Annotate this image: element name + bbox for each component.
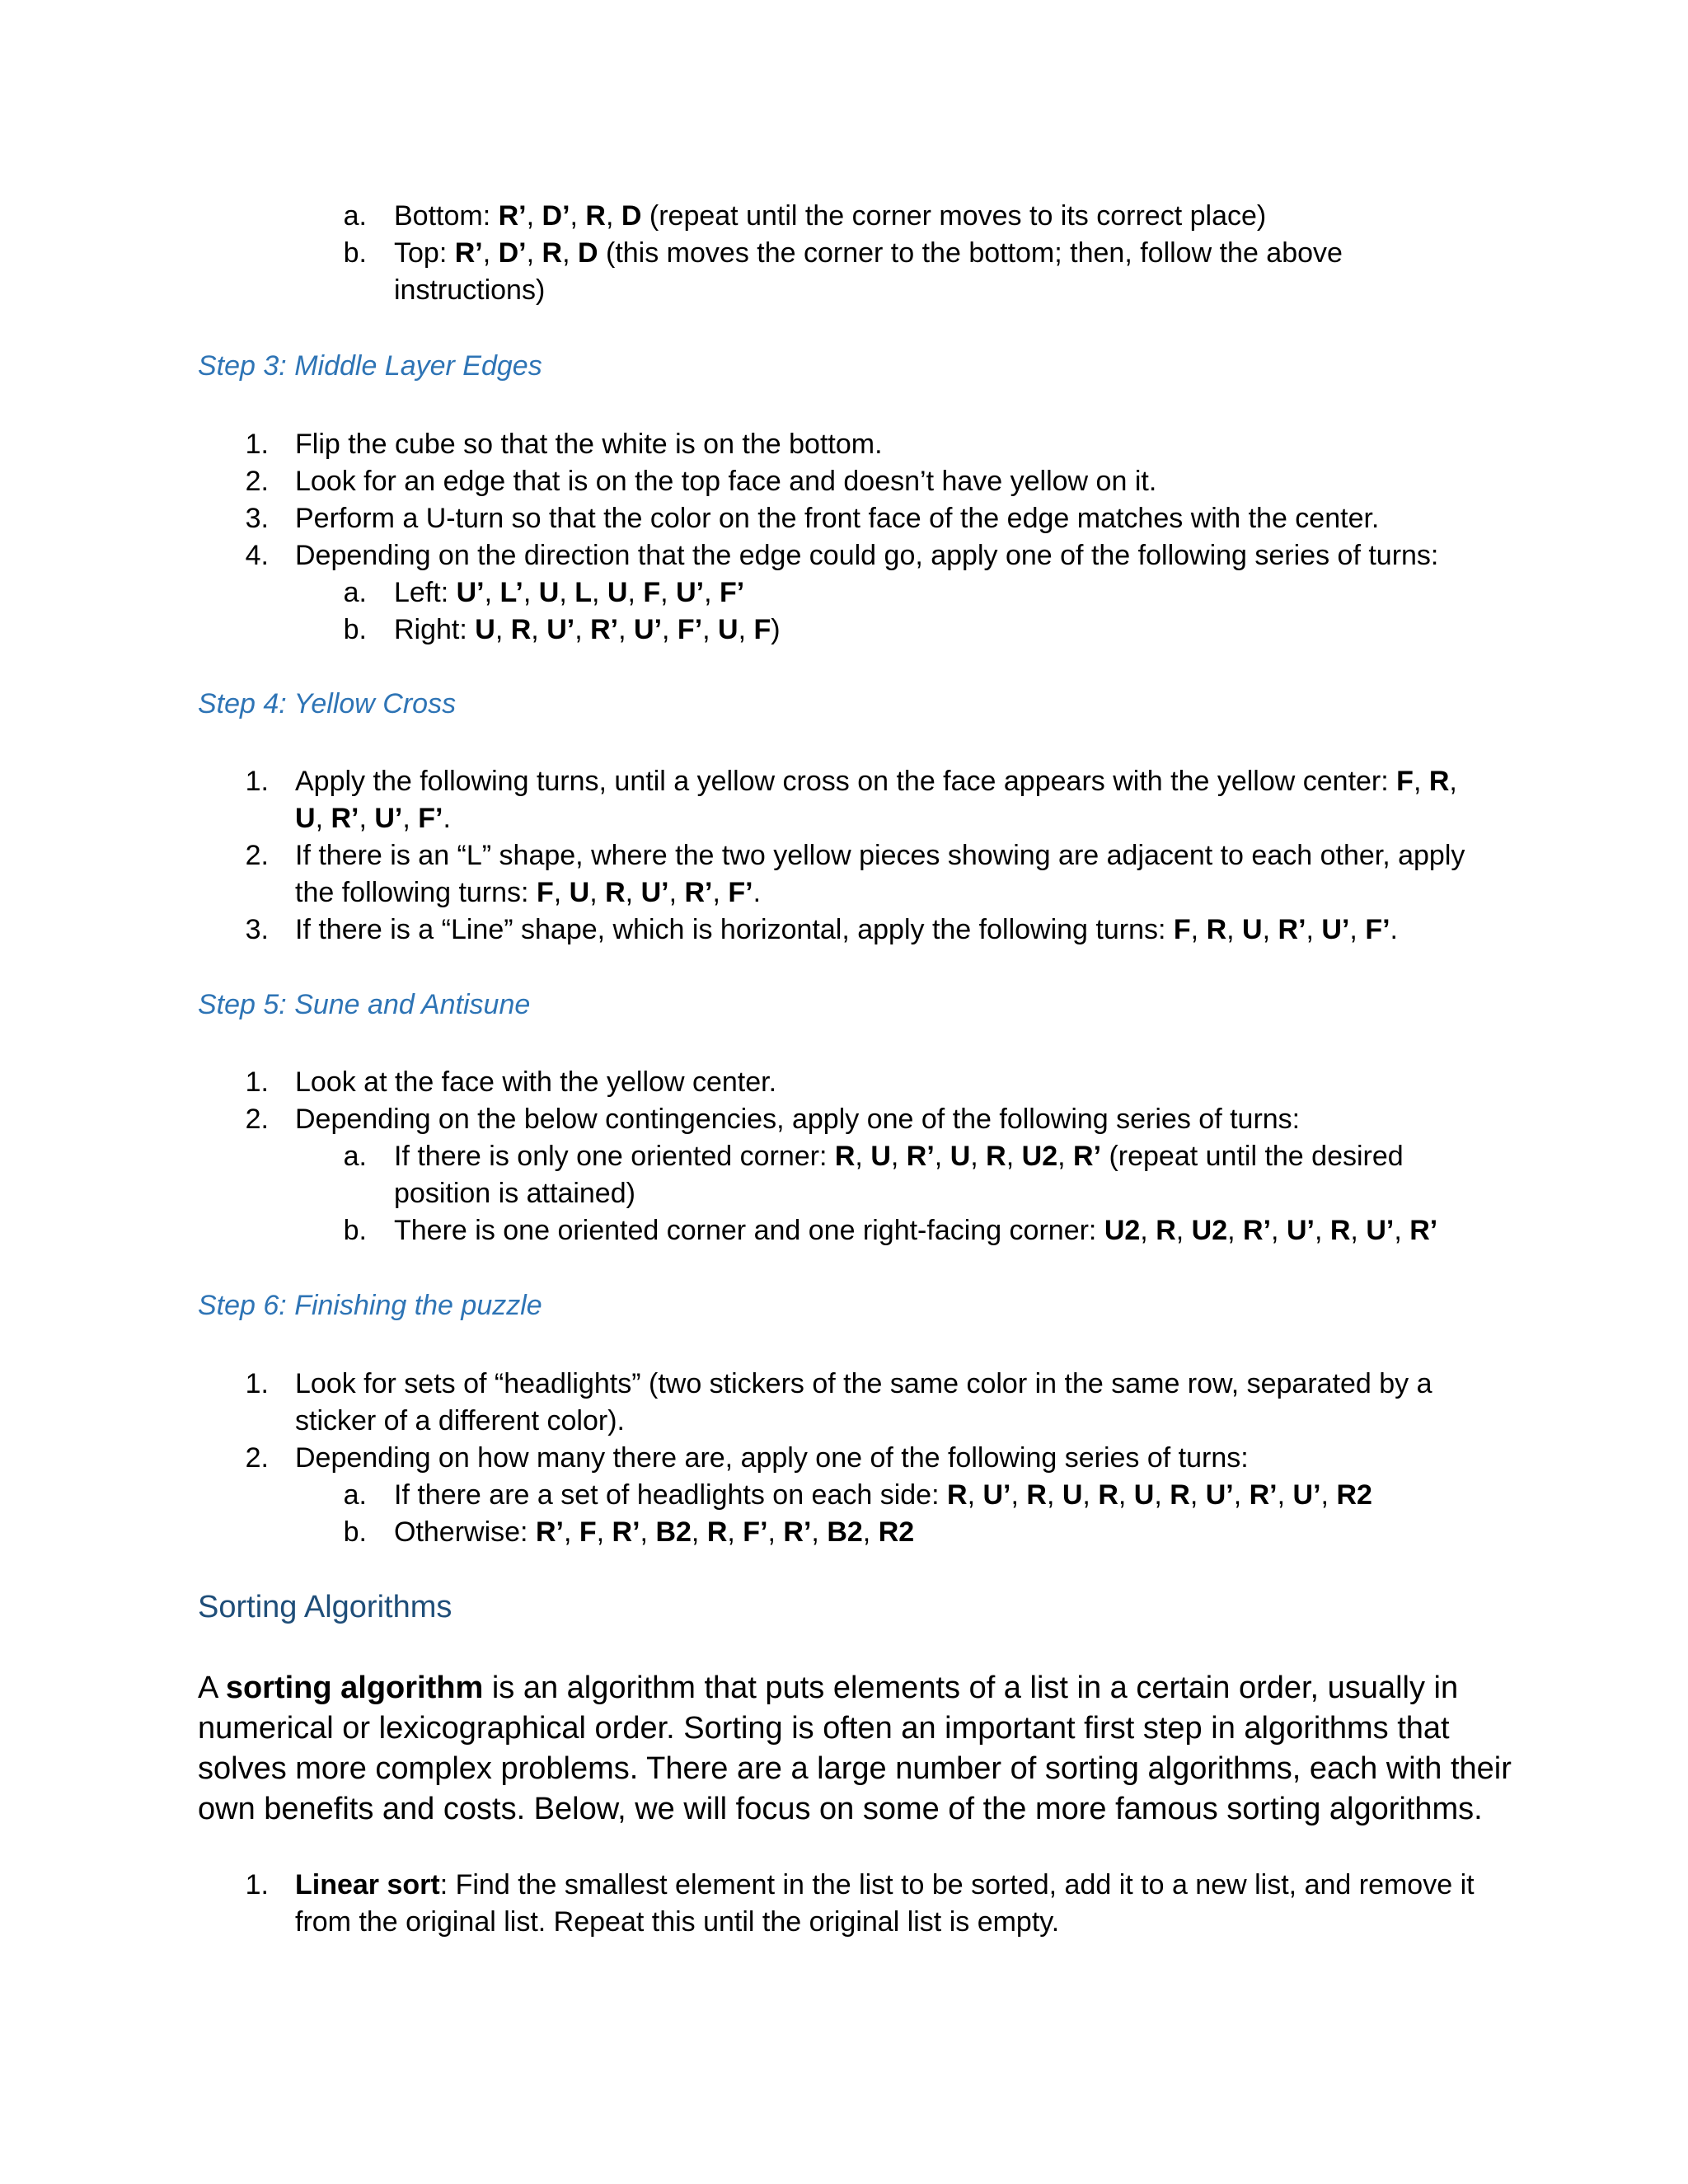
list-number: 1.: [245, 1869, 269, 1900]
list-number: 2.: [245, 1104, 269, 1135]
bold-segment: U: [475, 614, 495, 645]
text-line: [295, 912, 1398, 949]
bold-segment: R’: [906, 1141, 935, 1172]
text-segment: ,: [1006, 1141, 1022, 1172]
bold-segment: U’: [676, 577, 705, 608]
text-segment: (repeat until the desired: [1101, 1141, 1404, 1172]
text-segment: ,: [1277, 1479, 1293, 1511]
bold-segment: Linear sort: [295, 1869, 440, 1900]
bold-segment: R: [706, 1516, 728, 1548]
text-segment: ,: [359, 803, 375, 834]
text-line: [295, 426, 883, 463]
bold-segment: U’: [546, 614, 575, 645]
bold-segment: F’: [677, 614, 703, 645]
bold-segment: U: [569, 877, 590, 908]
bold-segment: sorting algorithm: [225, 1671, 484, 1705]
bold-segment: U’: [456, 577, 485, 608]
text-line: [394, 235, 1343, 272]
bold-segment: B2: [827, 1516, 863, 1548]
text-segment: ,: [970, 1141, 987, 1172]
text-segment: ,: [691, 1516, 707, 1548]
text-line: [295, 1101, 1300, 1138]
bold-segment: R’: [1243, 1215, 1272, 1246]
bold-segment: U: [950, 1141, 971, 1172]
bold-segment: R: [1170, 1479, 1190, 1511]
text-segment: Left:: [394, 577, 457, 608]
text-segment: ,: [1082, 1479, 1099, 1511]
text-segment: ,: [562, 237, 578, 269]
text-line: [295, 1440, 1249, 1477]
text-segment: .: [1390, 914, 1398, 945]
bold-segment: R’: [1409, 1215, 1438, 1246]
text-segment: ,: [1350, 1215, 1367, 1246]
text-segment: A: [198, 1671, 226, 1705]
text-segment: ,: [1233, 1479, 1250, 1511]
bold-segment: U: [1133, 1479, 1155, 1511]
text-segment: ,: [1271, 1215, 1287, 1246]
text-segment: ,: [531, 614, 547, 645]
bold-segment: U’: [982, 1479, 1011, 1511]
sublist-letter: b.: [343, 1215, 367, 1246]
text-segment: ,: [618, 614, 635, 645]
bold-segment: F: [643, 577, 661, 608]
bold-segment: R: [542, 237, 563, 269]
text-segment: ,: [1010, 1479, 1027, 1511]
list-number: 2.: [245, 1442, 269, 1474]
section-heading: Step 6: Finishing the puzzle: [198, 1290, 542, 1321]
text-segment: ,: [553, 877, 570, 908]
text-segment: position is attained): [394, 1178, 635, 1209]
bold-segment: U: [870, 1141, 891, 1172]
text-segment: ,: [1306, 914, 1322, 945]
text-line: [394, 1138, 1404, 1175]
bold-segment: R’: [1249, 1479, 1278, 1511]
bold-segment: R: [1156, 1215, 1176, 1246]
text-segment: If there is an “L” shape, where the two yellow pieces showing are adjacent to each other, apply: [295, 840, 1465, 871]
text-segment: Bottom:: [394, 200, 499, 232]
text-line: [295, 463, 1156, 500]
sublist-letter: b.: [343, 1516, 367, 1548]
text-segment: Apply the following turns, until a yellow cross on the face appears with the yellow center:: [295, 766, 1397, 797]
section-heading: Step 3: Middle Layer Edges: [198, 350, 542, 382]
text-segment: Look for sets of “headlights” (two stickers of the same color in the same row, separated by a: [295, 1368, 1432, 1399]
text-segment: ,: [589, 877, 606, 908]
list-number: 1.: [245, 429, 269, 460]
text-segment: ,: [1394, 1215, 1410, 1246]
text-line: [295, 1403, 625, 1440]
sublist-letter: a.: [343, 200, 367, 232]
text-line: [198, 1708, 1450, 1749]
text-line: [295, 800, 451, 837]
text-segment: ,: [592, 577, 607, 608]
text-line: [394, 574, 744, 612]
text-segment: ,: [1314, 1215, 1330, 1246]
list-number: 1.: [245, 1368, 269, 1399]
text-segment: ,: [1046, 1479, 1062, 1511]
sublist-letter: b.: [343, 237, 367, 269]
text-segment: ,: [495, 614, 511, 645]
bold-segment: R’: [612, 1516, 640, 1548]
text-segment: ,: [640, 1516, 656, 1548]
text-segment: ,: [484, 577, 500, 608]
bold-segment: L: [574, 577, 593, 608]
bold-segment: U: [607, 577, 628, 608]
text-segment: (this moves the corner to the bottom; then, follow the above: [598, 237, 1343, 269]
text-segment: ,: [1175, 1215, 1192, 1246]
list-number: 2.: [245, 466, 269, 497]
text-segment: ,: [890, 1141, 907, 1172]
text-segment: ,: [482, 237, 499, 269]
list-number: 3.: [245, 914, 269, 945]
list-number: 2.: [245, 840, 269, 871]
text-segment: ,: [315, 803, 331, 834]
text-segment: ,: [702, 614, 719, 645]
bold-segment: R: [834, 1141, 856, 1172]
text-segment: ,: [1118, 1479, 1134, 1511]
bold-segment: U2: [1104, 1215, 1141, 1246]
sublist-letter: a.: [343, 1479, 367, 1511]
text-segment: ,: [967, 1479, 983, 1511]
text-segment: the following turns:: [295, 877, 537, 908]
text-line: [394, 1212, 1437, 1249]
bold-segment: R’: [590, 614, 619, 645]
section-heading: Step 4: Yellow Cross: [198, 688, 457, 719]
text-segment: ,: [526, 237, 542, 269]
sublist-letter: a.: [343, 577, 367, 608]
text-segment: ,: [704, 577, 720, 608]
text-segment: ): [771, 614, 781, 645]
text-segment: .: [443, 803, 451, 834]
text-segment: If there is a “Line” shape, which is horizontal, apply the following turns:: [295, 914, 1174, 945]
text-segment: ,: [738, 614, 754, 645]
text-line: [394, 1175, 635, 1212]
text-segment: Depending on the below contingencies, apply one of the following series of turns:: [295, 1104, 1301, 1135]
bold-segment: R’: [535, 1516, 564, 1548]
section-heading: Step 5: Sune and Antisune: [198, 989, 531, 1020]
text-segment: ,: [605, 200, 621, 232]
sublist-letter: a.: [343, 1141, 367, 1172]
text-segment: ,: [1413, 766, 1429, 797]
text-segment: ,: [660, 577, 677, 608]
text-segment: ,: [767, 1516, 784, 1548]
text-segment: ,: [727, 1516, 743, 1548]
bold-segment: R: [1098, 1479, 1118, 1511]
text-segment: If there are a set of headlights on each side:: [394, 1479, 947, 1511]
bold-segment: F: [753, 614, 771, 645]
bold-segment: D: [621, 200, 642, 232]
text-segment: ,: [402, 803, 419, 834]
text-line: [295, 1366, 1432, 1403]
bold-segment: F: [579, 1516, 597, 1548]
bold-segment: U’: [634, 614, 663, 645]
text-segment: ,: [668, 877, 685, 908]
bold-segment: D’: [498, 237, 527, 269]
bold-segment: R’: [454, 237, 483, 269]
bold-segment: R’: [783, 1516, 812, 1548]
text-segment: Top:: [394, 237, 455, 269]
text-segment: If there is only one oriented corner:: [394, 1141, 835, 1172]
bold-segment: U: [718, 614, 738, 645]
text-segment: Flip the cube so that the white is on the bottom.: [295, 429, 883, 460]
bold-segment: R’: [1278, 914, 1306, 945]
text-segment: is an algorithm that puts elements of a list in a certain order, usually in: [483, 1671, 1459, 1705]
text-line: [394, 198, 1266, 235]
text-segment: Depending on the direction that the edge could go, apply one of the following series of turns:: [295, 540, 1439, 571]
text-segment: ,: [526, 200, 542, 232]
text-line: [295, 537, 1438, 574]
text-line: [295, 763, 1457, 800]
list-number: 1.: [245, 1066, 269, 1098]
text-line: [394, 612, 781, 649]
text-segment: ,: [712, 877, 729, 908]
text-segment: ,: [559, 577, 575, 608]
bold-segment: R: [1428, 766, 1450, 797]
text-segment: There is one oriented corner and one right-facing corner:: [394, 1215, 1104, 1246]
bold-segment: U2: [1021, 1141, 1058, 1172]
text-line: [198, 1667, 1458, 1708]
text-segment: own benefits and costs. Below, we will focus on some of the more famous sorting algorithms.: [198, 1792, 1483, 1826]
text-segment: solves more complex problems. There are a large number of sorting algorithms, each with their: [198, 1751, 1512, 1786]
text-segment: (repeat until the corner moves to its correct place): [641, 200, 1267, 232]
text-line: [295, 1867, 1475, 1904]
text-line: [295, 874, 761, 912]
text-segment: ,: [627, 577, 644, 608]
bold-segment: R: [1329, 1215, 1351, 1246]
text-line: [198, 1788, 1483, 1830]
text-segment: Right:: [394, 614, 476, 645]
bold-segment: U: [295, 803, 316, 834]
bold-segment: D: [578, 237, 598, 269]
bold-segment: R: [1206, 914, 1227, 945]
bold-segment: R: [986, 1141, 1006, 1172]
text-segment: ,: [1140, 1215, 1156, 1246]
text-segment: ,: [862, 1516, 879, 1548]
bold-segment: F: [1173, 914, 1191, 945]
text-segment: sticker of a different color).: [295, 1405, 625, 1436]
text-line: [295, 837, 1465, 874]
bold-segment: U’: [1292, 1479, 1321, 1511]
bold-segment: R: [585, 200, 606, 232]
text-line: [295, 1064, 776, 1101]
bold-segment: F’: [1365, 914, 1390, 945]
list-number: 4.: [245, 540, 269, 571]
text-segment: Look for an edge that is on the top face and doesn’t have yellow on it.: [295, 466, 1157, 497]
text-line: [394, 272, 545, 309]
bold-segment: F’: [728, 877, 753, 908]
bold-segment: R’: [498, 200, 527, 232]
bold-segment: U’: [374, 803, 403, 834]
bold-segment: R: [510, 614, 532, 645]
text-segment: ,: [1349, 914, 1366, 945]
text-segment: ,: [1320, 1479, 1337, 1511]
bold-segment: F: [536, 877, 554, 908]
text-segment: numerical or lexicographical order. Sorting is often an important first step in algorithms that: [198, 1711, 1450, 1746]
section-heading: Sorting Algorithms: [198, 1590, 452, 1624]
bold-segment: R: [605, 877, 626, 908]
text-segment: instructions): [394, 274, 546, 306]
text-segment: ,: [570, 200, 586, 232]
text-segment: ,: [1189, 1479, 1206, 1511]
text-segment: ,: [1226, 914, 1243, 945]
bold-segment: B2: [655, 1516, 692, 1548]
text-segment: from the original list. Repeat this until the original list is empty.: [295, 1906, 1060, 1938]
text-segment: ,: [1449, 766, 1457, 797]
text-segment: ,: [1190, 914, 1207, 945]
text-segment: ,: [625, 877, 641, 908]
bold-segment: R’: [684, 877, 713, 908]
list-number: 1.: [245, 766, 269, 797]
text-segment: ,: [523, 577, 539, 608]
list-number: 3.: [245, 503, 269, 534]
bold-segment: U: [538, 577, 560, 608]
bold-segment: R: [947, 1479, 968, 1511]
bold-segment: D’: [542, 200, 570, 232]
bold-segment: R2: [878, 1516, 915, 1548]
text-line: [295, 500, 1379, 537]
bold-segment: U: [1242, 914, 1263, 945]
bold-segment: F’: [719, 577, 745, 608]
text-segment: ,: [811, 1516, 828, 1548]
bold-segment: R’: [331, 803, 359, 834]
bold-segment: U’: [1286, 1215, 1315, 1246]
bold-segment: U’: [1205, 1479, 1234, 1511]
text-segment: Depending on how many there are, apply one of the following series of turns:: [295, 1442, 1249, 1474]
text-segment: ,: [1057, 1141, 1074, 1172]
text-line: [394, 1477, 1372, 1514]
bold-segment: R2: [1336, 1479, 1372, 1511]
bold-segment: F: [1396, 766, 1414, 797]
bold-segment: U2: [1191, 1215, 1228, 1246]
text-line: [295, 1904, 1059, 1941]
text-segment: ,: [855, 1141, 871, 1172]
text-segment: .: [753, 877, 762, 908]
text-segment: ,: [1154, 1479, 1170, 1511]
bold-segment: U’: [1321, 914, 1350, 945]
sublist-letter: b.: [343, 614, 367, 645]
text-line: [394, 1514, 914, 1551]
bold-segment: L’: [499, 577, 523, 608]
text-line: [198, 1748, 1512, 1789]
bold-segment: U’: [640, 877, 669, 908]
text-segment: Perform a U-turn so that the color on the front face of the edge matches with the center.: [295, 503, 1380, 534]
text-segment: : Find the smallest element in the list to be sorted, add it to a new list, and remove it: [439, 1869, 1475, 1900]
bold-segment: R’: [1073, 1141, 1102, 1172]
text-segment: ,: [596, 1516, 612, 1548]
text-segment: ,: [934, 1141, 950, 1172]
text-segment: ,: [662, 614, 678, 645]
bold-segment: F’: [743, 1516, 768, 1548]
text-segment: ,: [574, 614, 591, 645]
text-segment: Look at the face with the yellow center.: [295, 1066, 777, 1098]
bold-segment: U’: [1366, 1215, 1395, 1246]
text-segment: ,: [1262, 914, 1278, 945]
text-segment: ,: [1227, 1215, 1244, 1246]
text-segment: ,: [563, 1516, 579, 1548]
text-segment: Otherwise:: [394, 1516, 536, 1548]
bold-segment: U: [1062, 1479, 1083, 1511]
bold-segment: R: [1026, 1479, 1047, 1511]
bold-segment: F’: [418, 803, 443, 834]
